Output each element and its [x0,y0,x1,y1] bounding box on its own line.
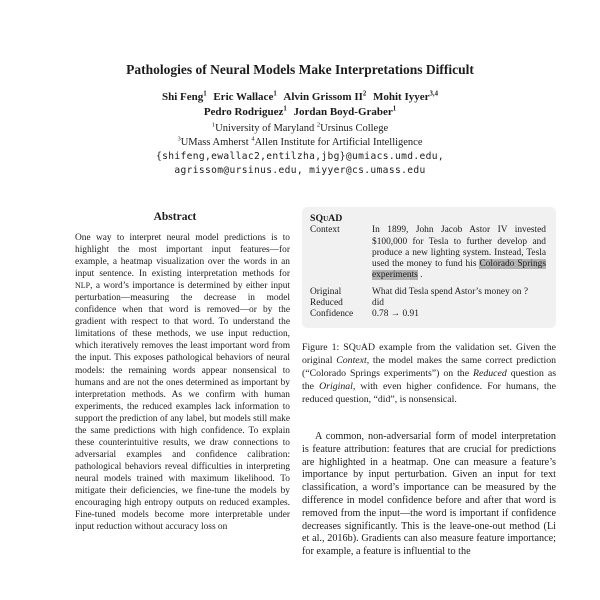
confidence-label: Confidence [310,309,354,320]
figure1-reduced-row [310,298,546,309]
author-name [162,91,207,103]
affiliation-text: University of Maryland [215,123,317,134]
affiliations [0,122,600,150]
author-name [283,91,366,103]
original-value: What did Tesla spend Astor’s money on ? [372,286,529,297]
answer-highlight: Colorado Springs experiments [372,259,546,281]
affiliation-text: Ursinus College [320,123,389,134]
author-text: Eric Wallace [213,91,274,103]
author-affiliation-sup: 1 [203,90,207,98]
abstract-text [75,232,290,533]
context-text-fragment: In 1899, John Jacob Astor IV invested $100,000 for Tesla to further develop and produce a new lighting system. Instead, Tesla used the money to fund his [372,225,546,270]
author-text: Pedro Rodriguez [203,105,284,118]
author-name [204,106,287,118]
author-block [0,90,600,119]
author-affiliation-sup: 3,4 [429,90,439,98]
figure1-example-table [302,207,556,328]
abstract-section [57,211,293,533]
caption-text-fragment: example from the validation set. Given the original [302,342,556,367]
author-name [373,91,438,103]
context-text-fragment: . [417,270,423,281]
author-name [213,91,276,103]
affiliation-text: UMass Amherst [180,137,252,148]
confidence-value: 0.78 → 0.91 [372,309,419,320]
author-affiliation-sup: 1 [283,104,287,112]
figure1-dataset-label: SQuAD [310,213,343,224]
reduced-label: Reduced [310,298,343,309]
context-value [372,225,546,281]
author-affiliation-sup: 2 [362,90,367,98]
context-label: Context [310,225,340,236]
author-name [293,106,396,118]
author-text: Alvin Grissom II [283,91,363,103]
caption-text-fragment: Figure 1: [302,342,344,353]
author-affiliation-sup: 1 [273,90,277,98]
affiliation-sup: 3 [177,135,181,143]
caption-text-fragment: , the model makes the same correct prediction (“Colorado Springs experiments”) on the [302,355,556,380]
reduced-value: did [372,298,384,309]
affiliation-sup: 2 [316,121,321,129]
caption-context-italic: Context [336,355,367,367]
affiliation-text: Allen Institute for Artificial Intelligence [254,137,423,148]
author-text: Mohit Iyyer [372,91,430,103]
paper-title: Pathologies of Neural Models Make Interpretations Difficult [126,62,474,77]
abstract-text-fragment: , a word’s importance is determined by either input perturbation—measuring the decrease in model confidence when that word is removed—or by the gradient with respect to that word. To understand the limitations of these methods, we use input reduction, which iteratively removes the least important word from the input. This exposes pathological behaviors of neural models: the remaining words appear nonsensical to humans and are not the ones determined as important by interpretation methods. As we confirm with human experiments, the reduced examples lack information to support the prediction of any label, but models still make the same predictions with high confidence. To explain these counterintuitive results, we draw connections to adversarial examples and confidence calibration: pathological behaviors reveal difficulties in interpreting neural models trained with maximum likelihood. To mitigate their deficiencies, we fine-tune the models by encouraging high entropy outputs on reduced examples. Fine-tuned models become more interpretable under input reduction without accuracy loss on [75,281,290,533]
figure1-original-row [310,287,546,298]
figure1-caption [302,341,556,406]
caption-text-fragment: question as the [302,368,557,393]
figure1-confidence-row [310,309,546,320]
caption-text-fragment: , with even higher confidence. For humans, the reduced question, “did”, is nonsensical. [302,381,556,406]
caption-original-italic: Original [319,381,353,393]
intro-paragraph: A common, non-adversarial form of model interpretation is feature attribution: features that are crucial for predictions are highlighted in a heatmap. One can measure a feature’s importance by input perturbation. Given an input for text classification, a word’s importance can be measured by the difference in model confidence before and after that word is removed from the input—the word is important if confidence decreases significantly. This is the leave-one-out method (Li et al., 2016b). Gradients can also measure feature importance; for example, a feature is influential to the [302,431,556,558]
caption-reduced-italic: Reduced [473,368,507,380]
nlp-smallcaps: NLP [75,281,91,291]
abstract-heading: Abstract [153,211,197,223]
email-line-2: agrissom@ursinus.edu, miyyer@cs.umass.edu [174,165,426,176]
authors-line-2 [0,105,600,120]
abstract-text-fragment: One way to interpret neural model predictions is to highlight the most important input features—for example, a heatmap visualization over the words in an input sentence. In existing interpretation methods for [75,233,290,280]
affiliation-sup: 1 [211,121,216,129]
author-affiliation-sup: 1 [392,104,397,112]
authors-line-1 [0,90,600,105]
affiliation-line-1 [0,122,600,136]
affiliation-line-2 [0,136,600,150]
caption-squad-smallcaps: SQuAD [343,342,376,353]
email-line-1: {shifeng,ewallac2,entilzha,jbg}@umiacs.umd.edu, [156,151,444,162]
author-text: Shi Feng [161,91,204,103]
original-label: Original [310,286,342,297]
emails [0,150,600,178]
author-text: Jordan Boyd-Graber [293,105,393,118]
figure1-context-row [310,225,546,281]
affiliation-sup: 4 [251,135,255,143]
